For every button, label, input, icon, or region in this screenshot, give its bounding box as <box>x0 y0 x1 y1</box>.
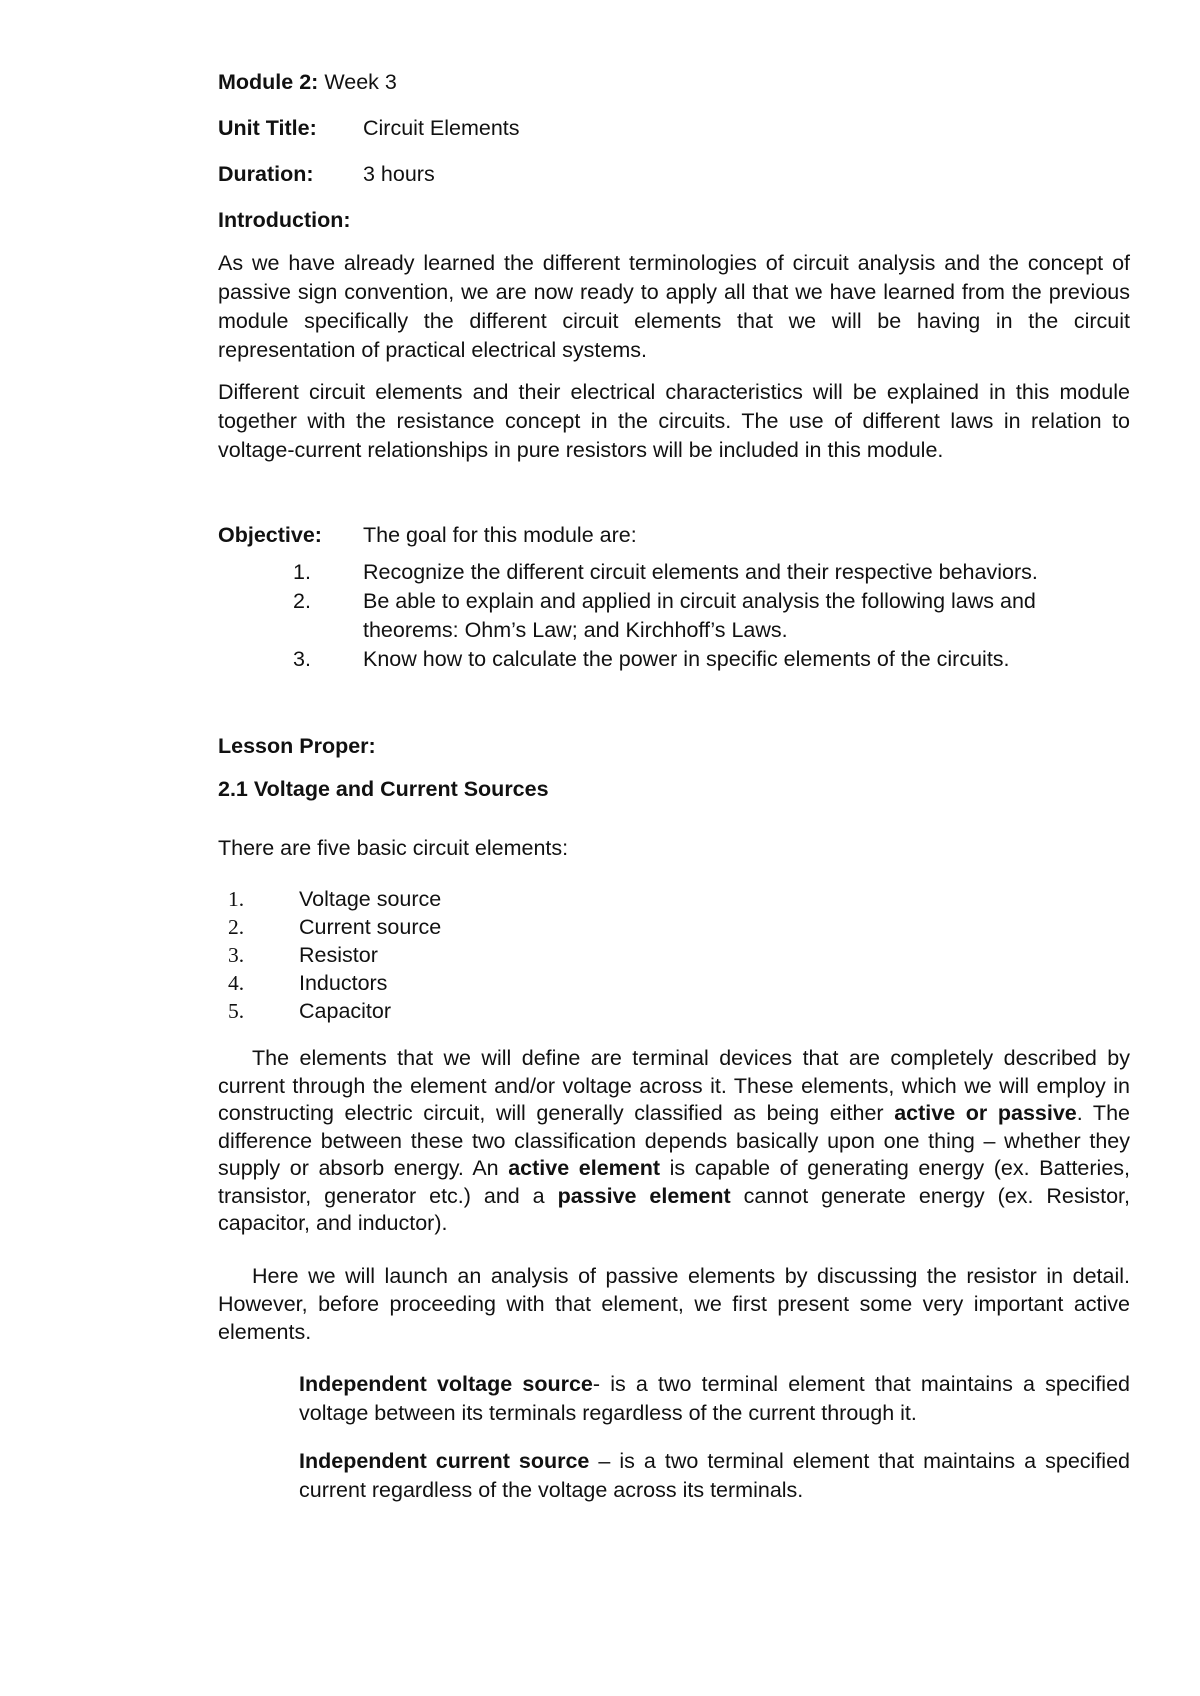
objective-lead: The goal for this module are: <box>363 523 637 547</box>
active-or-passive-term: active or passive <box>894 1101 1077 1125</box>
module-label: Module 2: Week 3 <box>218 70 397 94</box>
objective-number: 2. <box>293 589 311 613</box>
independent-voltage-source-definition: Independent voltage source- is a two terminal element that maintains a specified voltage between its terminals regardless of the current through it. <box>299 1371 1130 1425</box>
section-title: 2.1 Voltage and Current Sources <box>218 777 549 801</box>
objective-text: Recognize the different circuit elements and their respective behaviors. <box>363 560 1038 584</box>
list-number: 3. <box>228 943 245 967</box>
list-number: 5. <box>228 999 245 1023</box>
independent-current-source-term: Independent current source <box>299 1448 590 1473</box>
objective-label: Objective: <box>218 523 322 547</box>
list-text: Resistor <box>299 943 378 967</box>
duration-label: Duration: <box>218 162 314 186</box>
passive-element-term: passive element <box>557 1183 731 1208</box>
introduction-paragraph-1: As we have already learned the different terminologies of circuit analysis and the concept of passive sign convention, we are now ready to apply all that we have learned from the previous module specifically the different circuit elements that we will be having in the circuit representation of practical electrical systems. <box>218 251 1130 362</box>
list-item <box>218 969 1130 997</box>
duration-row <box>218 160 1130 189</box>
independent-current-source-definition: Independent current source – is a two terminal element that maintains a specified current regardless of the voltage across its terminals. <box>299 1448 1130 1502</box>
list-text: Voltage source <box>299 887 442 911</box>
list-text: Inductors <box>299 971 388 995</box>
element-classification-paragraph: The elements that we will define are terminal devices that are completely described by current through the element and/or voltage across it. These elements, which we will employ in constructing electric circuit, will generally classified as being either active or passive. The difference between these two classification depends basically upon one thing – whether they supply or absorb energy. An active element is capable of generating energy (ex. Batteries, transistor, generator etc.) and a passive element cannot generate energy (ex. Resistor, capacitor, and inductor). <box>218 1046 1131 1235</box>
objective-item <box>218 645 1130 674</box>
module-row <box>218 68 1130 97</box>
list-item <box>218 885 1130 913</box>
objective-row <box>218 521 1130 550</box>
unit-title-row <box>218 114 1130 143</box>
duration-value: 3 hours <box>363 162 435 186</box>
passive-analysis-paragraph: Here we will launch an analysis of passive elements by discussing the resistor in detail. However, before proceeding with that element, we first present some very important active elements. <box>218 1263 1130 1344</box>
list-item <box>218 997 1130 1025</box>
elements-intro: There are five basic circuit elements: <box>218 836 569 860</box>
unit-title-value: Circuit Elements <box>363 116 520 140</box>
objective-item <box>218 558 1130 587</box>
objective-item <box>218 587 1130 645</box>
list-number: 1. <box>228 887 245 911</box>
list-item <box>218 941 1130 969</box>
list-text: Capacitor <box>299 999 392 1023</box>
objective-text: Be able to explain and applied in circuit analysis the following laws and theorems: Ohm’s Law; and Kirchhoff’s Laws. <box>363 589 1036 642</box>
list-number: 2. <box>228 915 245 939</box>
list-item <box>218 913 1130 941</box>
active-element-term: active element <box>508 1156 661 1180</box>
introduction-paragraph-2: Different circuit elements and their electrical characteristics will be explained in this module together with the resistance concept in the circuits. The use of different laws in relation to voltage-current relationships in pure resistors will be included in this module. <box>218 380 1130 462</box>
unit-title-label: Unit Title: <box>218 116 317 140</box>
module-value: Week 3 <box>324 70 397 94</box>
objective-number: 3. <box>293 647 311 671</box>
circuit-elements-list <box>218 885 1130 1025</box>
page-content <box>218 68 1130 1524</box>
objective-text: Know how to calculate the power in specific elements of the circuits. <box>363 647 1010 671</box>
list-text: Current source <box>299 915 442 939</box>
list-number: 4. <box>228 971 245 995</box>
objective-list <box>218 558 1130 674</box>
lesson-proper-heading: Lesson Proper: <box>218 734 376 758</box>
objective-number: 1. <box>293 560 311 584</box>
introduction-heading: Introduction: <box>218 208 351 232</box>
independent-voltage-source-term: Independent voltage source <box>299 1371 593 1396</box>
